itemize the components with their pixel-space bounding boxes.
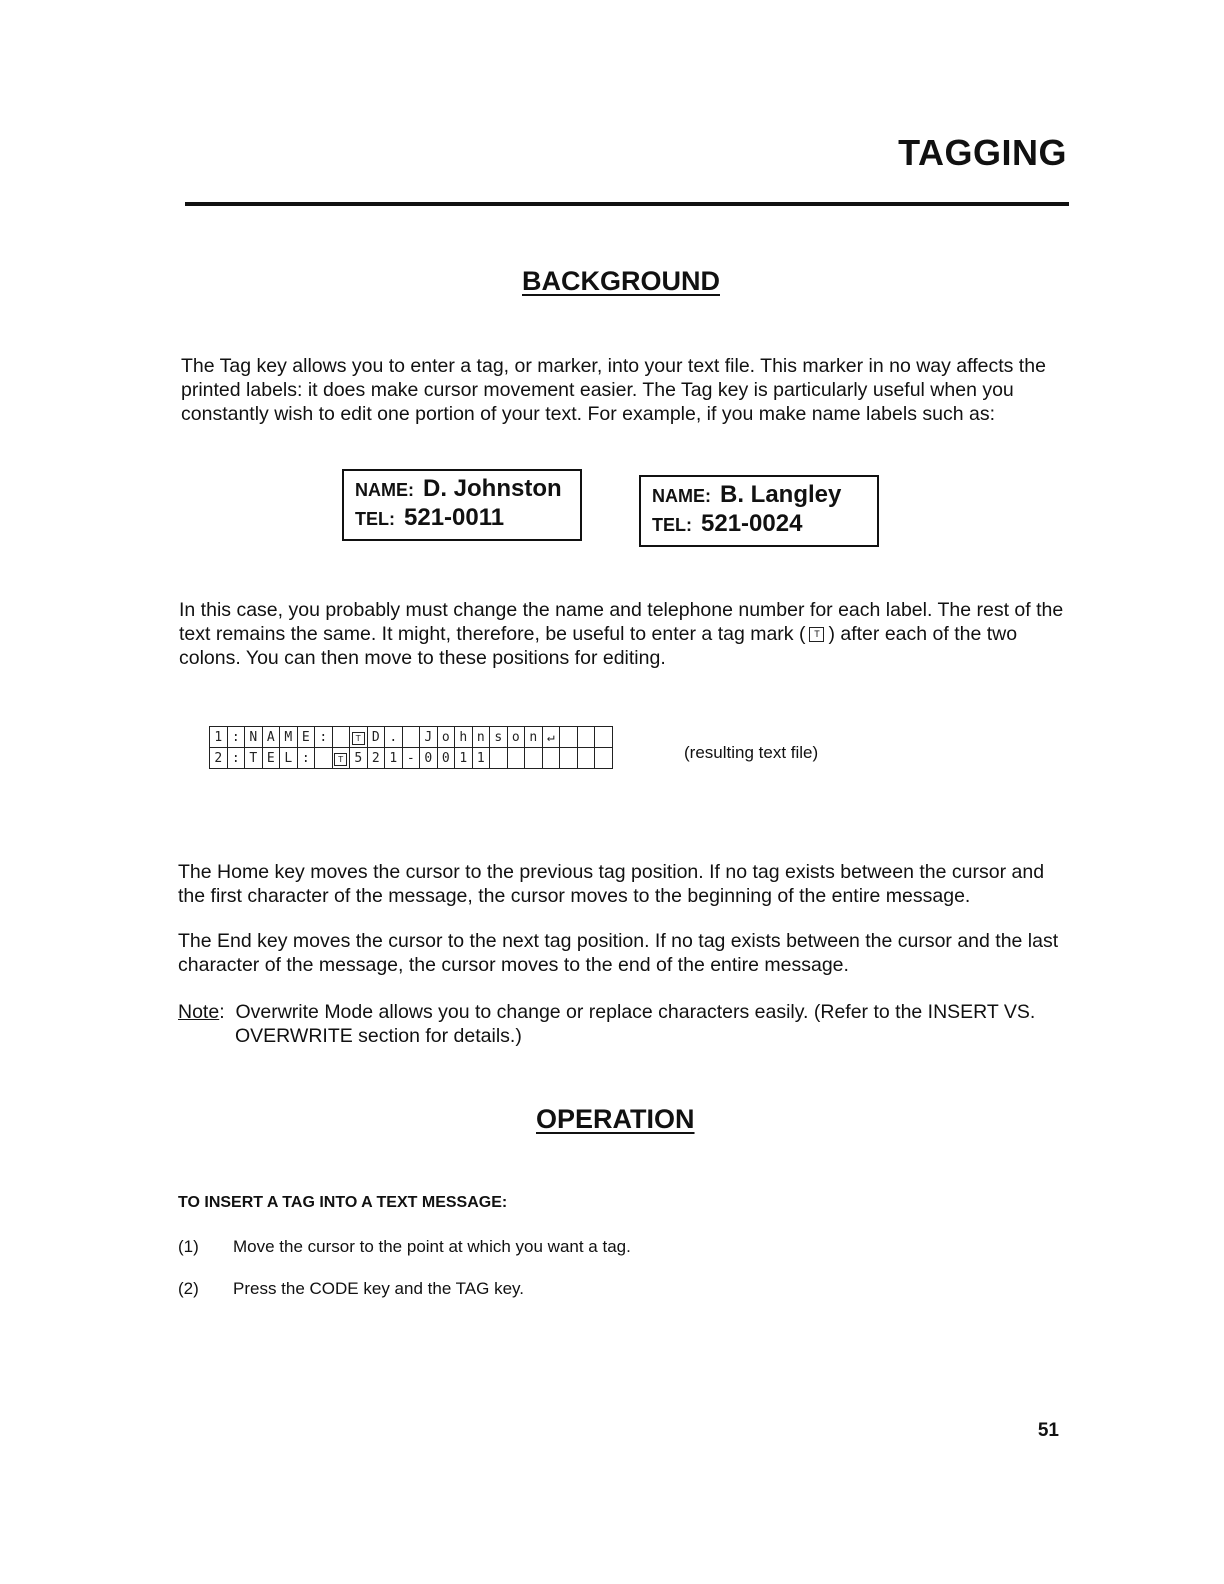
- operation-heading: OPERATION: [536, 1104, 695, 1134]
- text-file-cell: E: [297, 727, 315, 748]
- insert-tag-subheading: TO INSERT A TAG INTO A TEXT MESSAGE:: [178, 1194, 508, 1211]
- label-name-key: NAME:: [652, 486, 711, 506]
- note-line-1: Overwrite Mode allows you to change or replace characters easily. (Refer to the INSERT VS.: [235, 1001, 1036, 1023]
- text-file-cell: .: [385, 727, 403, 748]
- text-file-caption: (resulting text file): [684, 743, 819, 762]
- text-file-cell: E: [262, 748, 280, 769]
- text-file-cell: M: [280, 727, 298, 748]
- label-tel-value: 521-0011: [404, 504, 505, 531]
- note: Note: Overwrite Mode allows you to change or replace characters easily. (Refer to the INSERT VS. OVERWRITE section for details.): [178, 1000, 1068, 1048]
- text-file-cell: :: [297, 748, 315, 769]
- label-tel-key: TEL:: [652, 515, 692, 535]
- text-file-cell: [350, 727, 368, 748]
- note-label: Note: [178, 1001, 220, 1023]
- example-label-2: [639, 475, 879, 547]
- header-divider: [185, 202, 1069, 206]
- text-file-cell: [525, 748, 543, 769]
- text-file-cell: [332, 748, 350, 769]
- text-file-cell: 0: [437, 748, 455, 769]
- text-file-cell: [542, 748, 560, 769]
- page-title: TAGGING: [898, 132, 1067, 173]
- text-file-row-2: [210, 748, 613, 769]
- tag-mark-icon: T: [809, 627, 824, 642]
- step-text: Move the cursor to the point at which you want a tag.: [233, 1237, 631, 1256]
- text-file-cell: [560, 748, 578, 769]
- step-number: (2): [178, 1279, 199, 1298]
- text-file-cell: [577, 727, 595, 748]
- text-file-cell: h: [455, 727, 473, 748]
- text-file-cell: 1: [455, 748, 473, 769]
- label-name-key: NAME:: [355, 480, 414, 500]
- text-file-cell: A: [262, 727, 280, 748]
- background-paragraph-1: The Tag key allows you to enter a tag, or marker, into your text file. This marker in no way affects the printed labels: it does make cursor movement easier. The Tag key is particularly useful when you constantly wish to edit one portion of your text. For example, if you make name labels such as:: [181, 355, 1046, 425]
- end-key-paragraph: The End key moves the cursor to the next tag position. If no tag exists between the cursor and the last character of the message, the cursor moves to the end of the entire message.: [178, 930, 1059, 976]
- text-file-cell: [560, 727, 578, 748]
- text-file-cell: ↵: [542, 727, 560, 748]
- label-name-value: D. Johnston: [423, 475, 562, 502]
- text-file-cell: 2: [367, 748, 385, 769]
- tag-mark-icon: T: [352, 732, 365, 745]
- text-file-cell: 1: [472, 748, 490, 769]
- label-tel-key: TEL:: [355, 509, 395, 529]
- home-key-paragraph: The Home key moves the cursor to the previous tag position. If no tag exists between the cursor and the first character of the message, the cursor moves to the beginning of the entire message.: [178, 861, 1045, 907]
- text-file-cell: s: [490, 727, 508, 748]
- text-file-cell: n: [525, 727, 543, 748]
- label-name-value: B. Langley: [720, 481, 842, 508]
- note-line-2: OVERWRITE section for details.): [235, 1025, 522, 1047]
- text-file-cell: 1: [210, 727, 228, 748]
- text-file-cell: :: [315, 727, 333, 748]
- text-file-cell: [315, 748, 333, 769]
- text-file-cell: [577, 748, 595, 769]
- text-file-cell: [490, 748, 508, 769]
- text-file-cell: [507, 748, 525, 769]
- text-file-cell: -: [402, 748, 420, 769]
- text-file-cell: 2: [210, 748, 228, 769]
- background-paragraph-2: [179, 598, 1069, 670]
- text-file-cell: n: [472, 727, 490, 748]
- tag-mark-icon: T: [334, 753, 347, 766]
- paragraph-2-start: In this case, you probably must change the name and telephone number for each label. The rest of the text remains the same. It might, therefore, be useful to enter a tag mark (: [179, 599, 1064, 645]
- text-file-cell: L: [280, 748, 298, 769]
- text-file-cell: 0: [420, 748, 438, 769]
- text-file-cell: 1: [385, 748, 403, 769]
- text-file-cell: T: [245, 748, 263, 769]
- text-file-cell: :: [227, 727, 245, 748]
- page-number: 51: [1037, 1420, 1059, 1441]
- step-text: Press the CODE key and the TAG key.: [233, 1279, 525, 1298]
- text-file-cell: o: [437, 727, 455, 748]
- background-heading: BACKGROUND: [522, 266, 720, 296]
- text-file-cell: [402, 727, 420, 748]
- step-number: (1): [178, 1237, 199, 1256]
- paragraph-2-end: ) after each of the two colons. You can then move to these positions for editing.: [179, 623, 1018, 669]
- text-file-cell: [332, 727, 350, 748]
- example-label-1: [342, 469, 582, 541]
- text-file-cell: [595, 727, 613, 748]
- text-file-cell: [595, 748, 613, 769]
- label-tel-value: 521-0024: [701, 510, 803, 537]
- text-file-cell: 5: [350, 748, 368, 769]
- text-file-cell: J: [420, 727, 438, 748]
- text-file-row-1: [210, 727, 613, 748]
- text-file-cell: D: [367, 727, 385, 748]
- text-file-cell: :: [227, 748, 245, 769]
- text-file-cell: o: [507, 727, 525, 748]
- text-file-grid: [209, 726, 613, 769]
- text-file-cell: N: [245, 727, 263, 748]
